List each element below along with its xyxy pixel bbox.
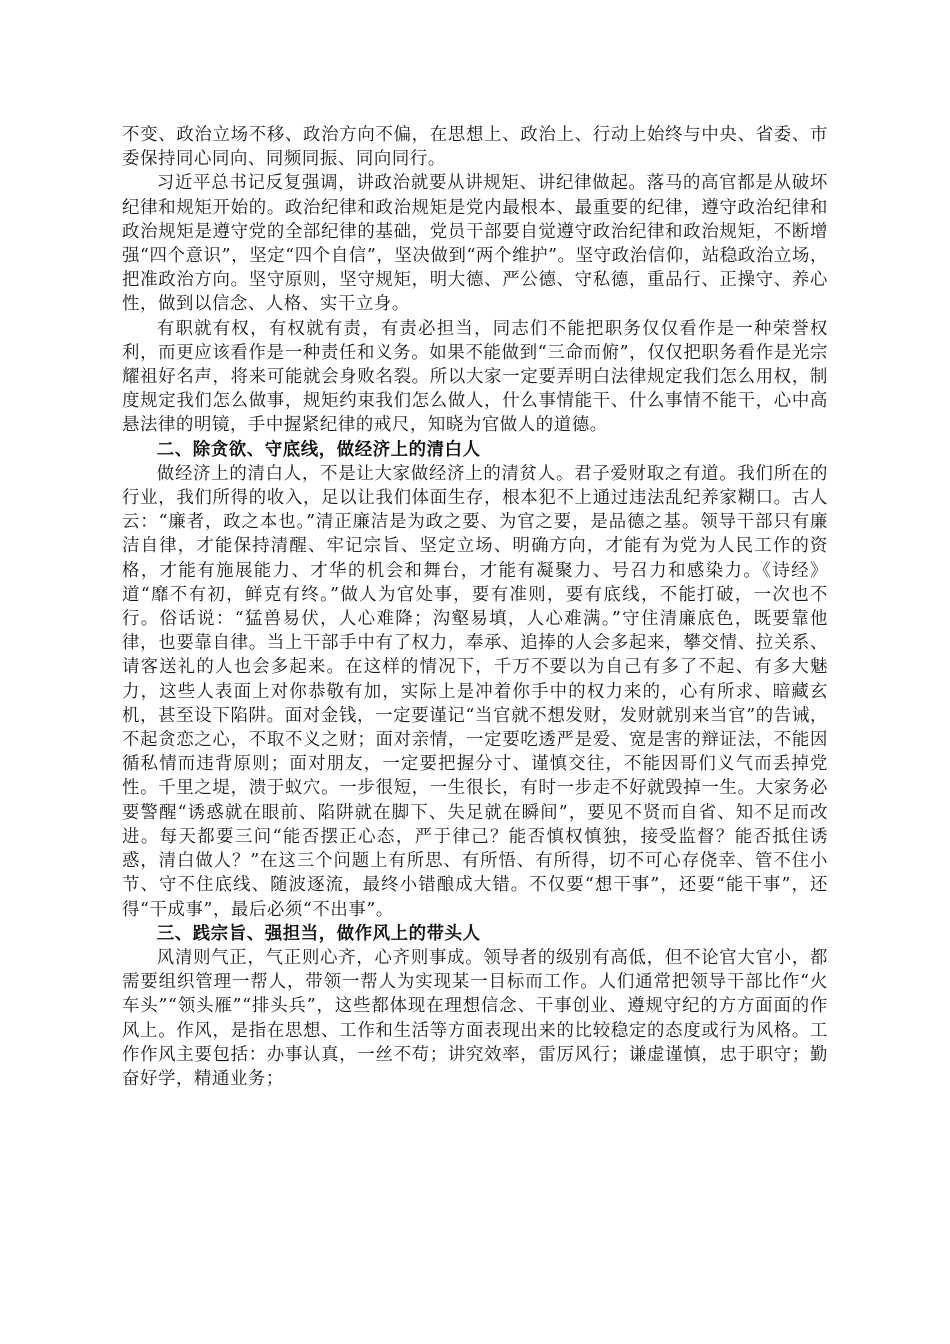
paragraph-economic-integrity: 做经济上的清白人，不是让大家做经济上的清贫人。君子爱财取之有道。我们所在的行业，我们所得的收入，足以让我们体面生存，根本犯不上通过违法乱纪养家糊口。古人云：“廉者，政之本也。”清正廉洁是为政之要、为官之要，是品德之基。领导干部只有廉洁自律，才能保持清醒、牢记宗旨、坚定立场、明确方向，才能有为党为人民工作的资格，才能有施展能力、才华的机会和舞台，才能有凝聚力、号召力和感染力。《诗经》道“靡不有初，鲜克有终。”做人为官处事，要有准则，要有底线，不能打破，一次也不行。俗话说：“猛兽易伏，人心难降；沟壑易填，人心难满。”守住清廉底色，既要靠他律，也要靠自律。当上干部手中有了权力，奉承、追捧的人会多起来，攀交情、拉关系、请客送礼的人也会多起来。在这样的情况下，千万不要以为自己有多了不起、有多大魅力，这些人表面上对你恭敬有加，实际上是冲着你手中的权力来的，心有所求、暗藏玄机，甚至设下陷阱。面对金钱，一定要谨记“当官就不想发财，发财就别来当官”的告诫，不起贪恋之心，不取不义之财；面对亲情，一定要吃透严是爱、宽是害的辩证法，不能因循私情而违背原则；面对朋友，一定要把握分寸、谨慎交往，不能因哥们义气而丢掉党性。千里之堤，溃于蚁穴。一步很短，一生很长，有时一步走不好就毁掉一生。大家务必要警醒“诱惑就在眼前、陷阱就在脚下、失足就在瞬间”，要见不贤而自省、知不足而改进。每天都要三问“能否摆正心态，严于律己？能否慎权慎独，接受监督？能否抵住诱惑，清白做人？”在这三个问题上有所思、有所悟、有所得，切不可心存侥幸、管不住小节、守不住底线、随波逐流，最终小错酿成大错。不仅要“想干事”，还要“能干事”，还得“干成事”，最后必须“不出事”。 <box>122 463 828 920</box>
section-heading-work-style: 三、践宗旨、强担当，做作风上的带头人 <box>156 923 481 944</box>
paragraph-duty-responsibility: 有职就有权，有权就有责，有责必担当，同志们不能把职务仅仅看作是一种荣誉权利，而更应该看作是一种责任和义务。如果不能做到“三命而俯”，仅仅把职务看作是光宗耀祖好名声，将来可能就会身败名裂。所以大家一定要弄明白法律规定我们怎么用权，制度规定我们怎么做事，规矩约束我们怎么做人，什么事情能干、什么事情不能干，心中高悬法律的明镜，手中握紧纪律的戒尺，知晓为官做人的道德。 <box>122 318 828 436</box>
section-heading-economic-integrity: 二、除贪欲、守底线，做经济上的清白人 <box>156 439 481 460</box>
paragraph-continuation: 不变、政治立场不移、政治方向不偏，在思想上、政治上、行动上始终与中央、省委、市委保持同心同向、同频同振、同向同行。 <box>122 125 828 170</box>
paragraph-political-discipline: 习近平总书记反复强调，讲政治就要从讲规矩、讲纪律做起。落马的高官都是从破坏纪律和规矩开始的。政治纪律和政治规矩是党内最根本、最重要的纪律，遵守政治纪律和政治规矩是遵守党的全部纪律的基础，党员干部要自觉遵守政治纪律和政治规矩，不断增强“四个意识”，坚定“四个自信”，坚决做到“两个维护”。坚守政治信仰，站稳政治立场，把准政治方向。坚守原则，坚守规矩，明大德、严公德、守私德，重品行、正操守、养心性，做到以信念、人格、实干立身。 <box>122 173 828 315</box>
document-page <box>122 123 828 1091</box>
paragraph-work-style: 风清则气正，气正则心齐，心齐则事成。领导者的级别有高低，但不论官大官小，都需要组织管理一帮人，带领一帮人为实现某一目标而工作。人们通常把领导干部比作“火车头”“领头雁”“排头兵”，这些都体现在理想信念、干事创业、遵规守纪的方方面面的作风上。作风，是指在思想、工作和生活等方面表现出来的比较稳定的态度或行为风格。工作作风主要包括：办事认真，一丝不苟；讲究效率，雷厉风行；谦虚谨慎，忠于职守；勤奋好学，精通业务； <box>122 947 828 1089</box>
